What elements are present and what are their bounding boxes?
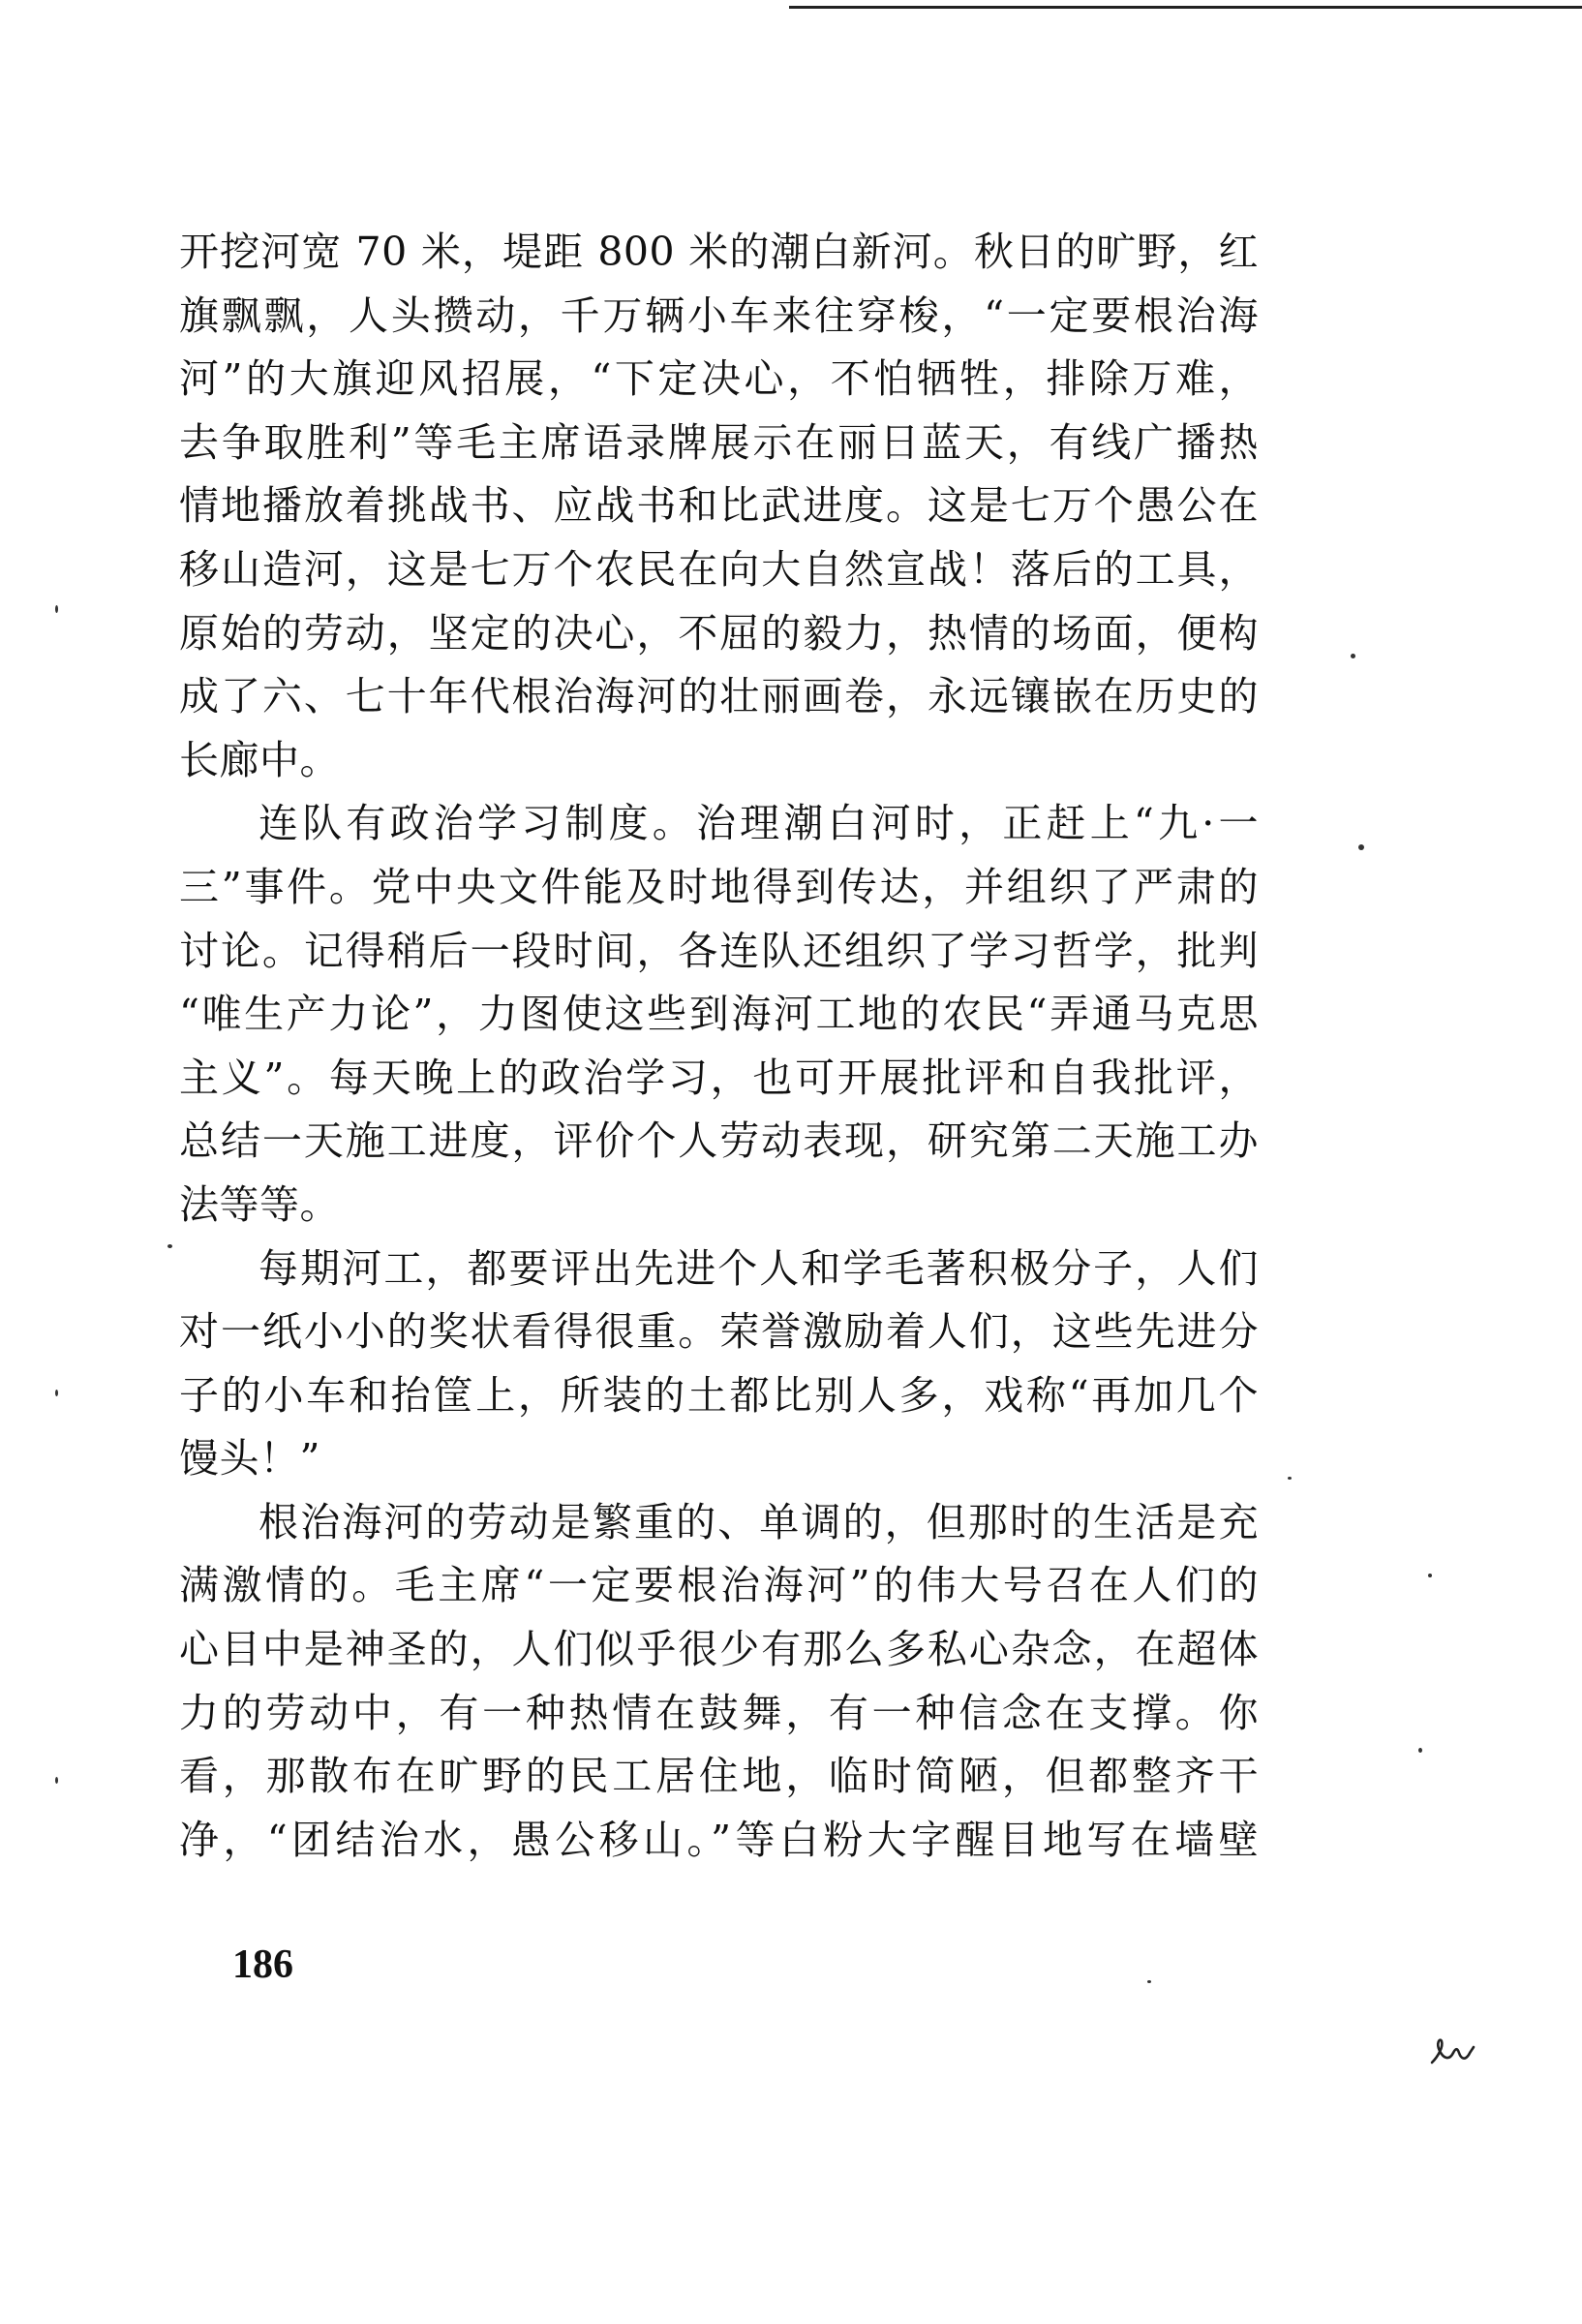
text-line: 讨论。记得稍后一段时间，各连队还组织了学习哲学，批判 <box>179 927 1259 974</box>
text-line: 法等等。 <box>179 1180 340 1228</box>
text-line: 开挖河宽 70 米，堤距 800 米的潮白新河。秋日的旷野，红 <box>179 229 1259 275</box>
body-text <box>179 221 1259 1872</box>
text-line: 馒头！” <box>179 1435 320 1483</box>
page-number: 186 <box>232 1942 293 1987</box>
text-line: 主义”。每天晚上的政治学习，也可开展批评和自我批评， <box>179 1054 1259 1101</box>
handwritten-mark <box>1428 2034 1476 2068</box>
text-line: 河”的大旗迎风招展，“下定决心，不怕牺牲，排除万难， <box>179 355 1259 403</box>
text-line: 每期河工，都要评出先进个人和学毛著积极分子，人们 <box>259 1244 1259 1292</box>
speck <box>1147 1980 1151 1983</box>
text-line: 原始的劳动，坚定的决心，不屈的毅力，热情的场面，便构 <box>179 609 1259 657</box>
text-line: “唯生产力论”，力图使这些到海河工地的农民“弄通马克思 <box>179 991 1259 1038</box>
speck <box>55 605 58 613</box>
top-rule <box>789 6 1582 9</box>
text-line: 子的小车和抬筐上，所装的土都比别人多，戏称“再加几个 <box>179 1371 1259 1419</box>
speck <box>1418 1748 1422 1753</box>
text-line: 根治海河的劳动是繁重的、单调的，但那时的生活是充 <box>259 1498 1259 1545</box>
text-line: 去争取胜利”等毛主席语录牌展示在丽日蓝天，有线广播热 <box>179 418 1259 466</box>
text-line: 连队有政治学习制度。治理潮白河时，正赶上“九·一 <box>259 800 1259 847</box>
text-line: 力的劳动中，有一种热情在鼓舞，有一种信念在支撑。你 <box>179 1689 1259 1736</box>
text-line: 成了六、七十年代根治海河的壮丽画卷，永远镶嵌在历史的 <box>179 673 1259 720</box>
text-line: 情地播放着挑战书、应战书和比武进度。这是七万个愚公在 <box>179 482 1259 530</box>
text-line: 长廊中。 <box>179 736 340 783</box>
text-line: 对一纸小小的奖状看得很重。荣誉激励着人们，这些先进分 <box>179 1308 1259 1356</box>
text-line: 看，那散布在旷野的民工居住地，临时简陋，但都整齐干 <box>179 1753 1259 1800</box>
text-line: 净，“团结治水，愚公移山。”等白粉大字醒目地写在墙壁 <box>179 1816 1259 1863</box>
speck <box>167 1244 172 1248</box>
speck <box>55 1390 58 1396</box>
speck <box>1358 844 1364 850</box>
speck <box>1428 1574 1432 1577</box>
text-line: 满激情的。毛主席“一定要根治海河”的伟大号召在人们的 <box>179 1562 1259 1609</box>
speck <box>1288 1477 1292 1480</box>
text-line: 总结一天施工进度，评价个人劳动表现，研究第二天施工办 <box>179 1117 1259 1165</box>
speck <box>1351 654 1355 658</box>
speck <box>55 1777 58 1784</box>
text-line: 三”事件。党中央文件能及时地得到传达，并组织了严肃的 <box>179 863 1259 910</box>
text-line: 移山造河，这是七万个农民在向大自然宣战！落后的工具， <box>179 545 1259 593</box>
text-line: 旗飘飘，人头攒动，千万辆小车来往穿梭，“一定要根治海 <box>179 291 1259 339</box>
text-line: 心目中是神圣的，人们似乎很少有那么多私心杂念，在超体 <box>179 1626 1259 1673</box>
